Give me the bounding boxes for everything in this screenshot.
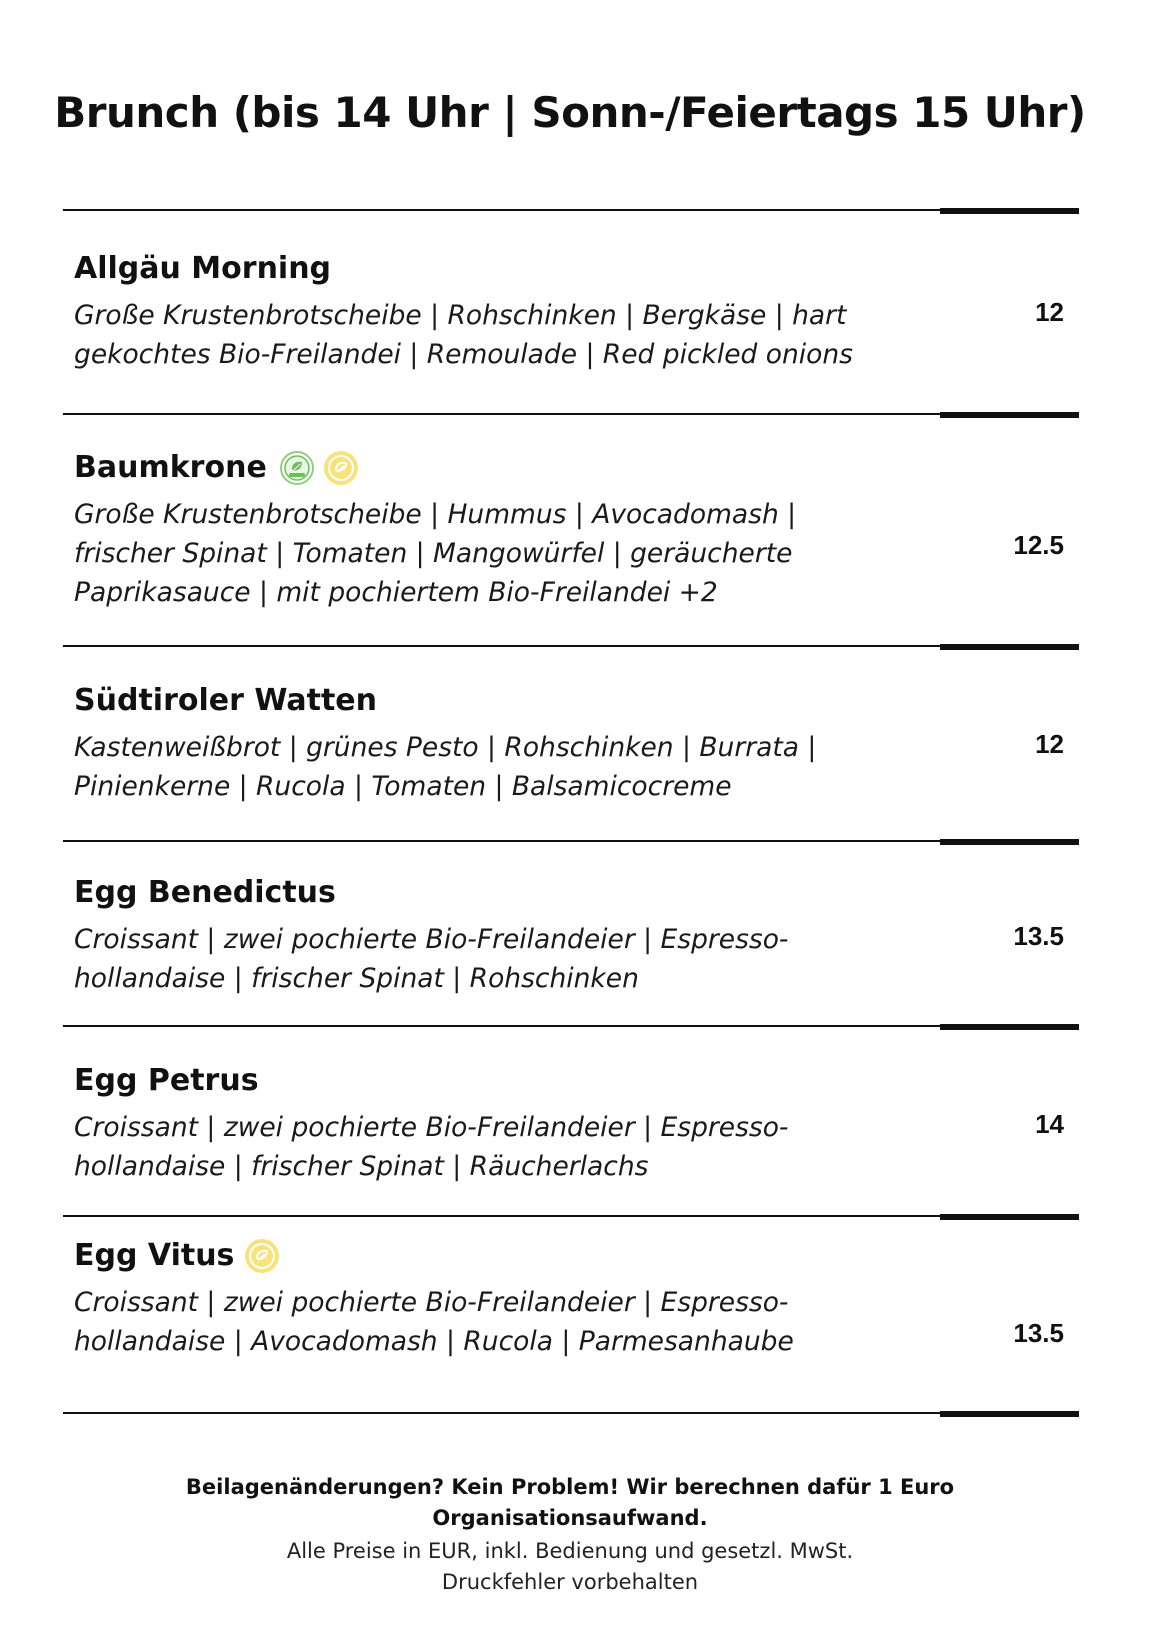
notice-line: Beilagenänderungen? Kein Problem! Wir berechnen dafür 1 Euro <box>185 1475 955 1499</box>
vegetarian-icon <box>323 450 359 486</box>
item-description: Croissant | zwei pochierte Bio-Freilandeier | Espresso-hollandaise | Avocadomash | Rucola | Parmesanhaube <box>74 1287 794 1357</box>
item-price: 13.5 <box>1013 921 1064 951</box>
item-price: 12 <box>1035 297 1064 327</box>
item-name: Baumkrone <box>74 450 267 485</box>
price-info <box>0 1536 1140 1598</box>
vegetarian-icon <box>244 1238 280 1274</box>
item-name: Egg Petrus <box>74 1063 259 1098</box>
item-price: 13.5 <box>1013 1318 1064 1348</box>
item-name: Egg Vitus <box>74 1238 235 1273</box>
item-name: Egg Benedictus <box>74 875 336 910</box>
info-line: Alle Preise in EUR, inkl. Bedienung und gesetzl. MwSt. <box>286 1539 854 1563</box>
item-name: Allgäu Morning <box>74 251 332 286</box>
item-description: Große Krustenbrotscheibe | Rohschinken | Bergkäse | hart gekochtes Bio-Freilandei | Remoulade | Red pickled onions <box>74 300 853 370</box>
item-price: 14 <box>1035 1109 1064 1139</box>
menu-item <box>74 447 1064 612</box>
menu-item <box>74 872 1064 998</box>
page-title: Brunch (bis 14 Uhr | Sonn-/Feiertags 15 Uhr) <box>54 88 1086 137</box>
item-description: Croissant | zwei pochierte Bio-Freilandeier | Espresso-hollandaise | frischer Spinat | Rohschinken <box>74 924 789 994</box>
modification-notice <box>0 1472 1140 1534</box>
menu-item <box>74 248 1064 374</box>
item-description: Croissant | zwei pochierte Bio-Freilandeier | Espresso-hollandaise | frischer Spinat | Räucherlachs <box>74 1112 789 1182</box>
item-description: Kastenweißbrot | grünes Pesto | Rohschinken | Burrata | Pinienkerne | Rucola | Tomaten | Balsamicocreme <box>74 732 817 802</box>
menu-item <box>74 680 1064 806</box>
vegan-icon <box>279 450 315 486</box>
menu-item <box>74 1060 1064 1186</box>
item-price: 12.5 <box>1013 530 1064 560</box>
item-description: Große Krustenbrotscheibe | Hummus | Avocadomash | frischer Spinat | Tomaten | Mangowürfel | geräucherte Paprikasauce | mit pochiertem Bio-Freilandei +2 <box>74 499 797 608</box>
info-line: Druckfehler vorbehalten <box>441 1570 699 1594</box>
item-price: 12 <box>1035 729 1064 759</box>
item-name: Südtiroler Watten <box>74 683 377 718</box>
item-name-row <box>74 1235 1064 1277</box>
notice-line: Organisationsaufwand. <box>432 1506 708 1530</box>
item-name-row <box>74 447 1064 489</box>
menu-item <box>74 1235 1064 1361</box>
